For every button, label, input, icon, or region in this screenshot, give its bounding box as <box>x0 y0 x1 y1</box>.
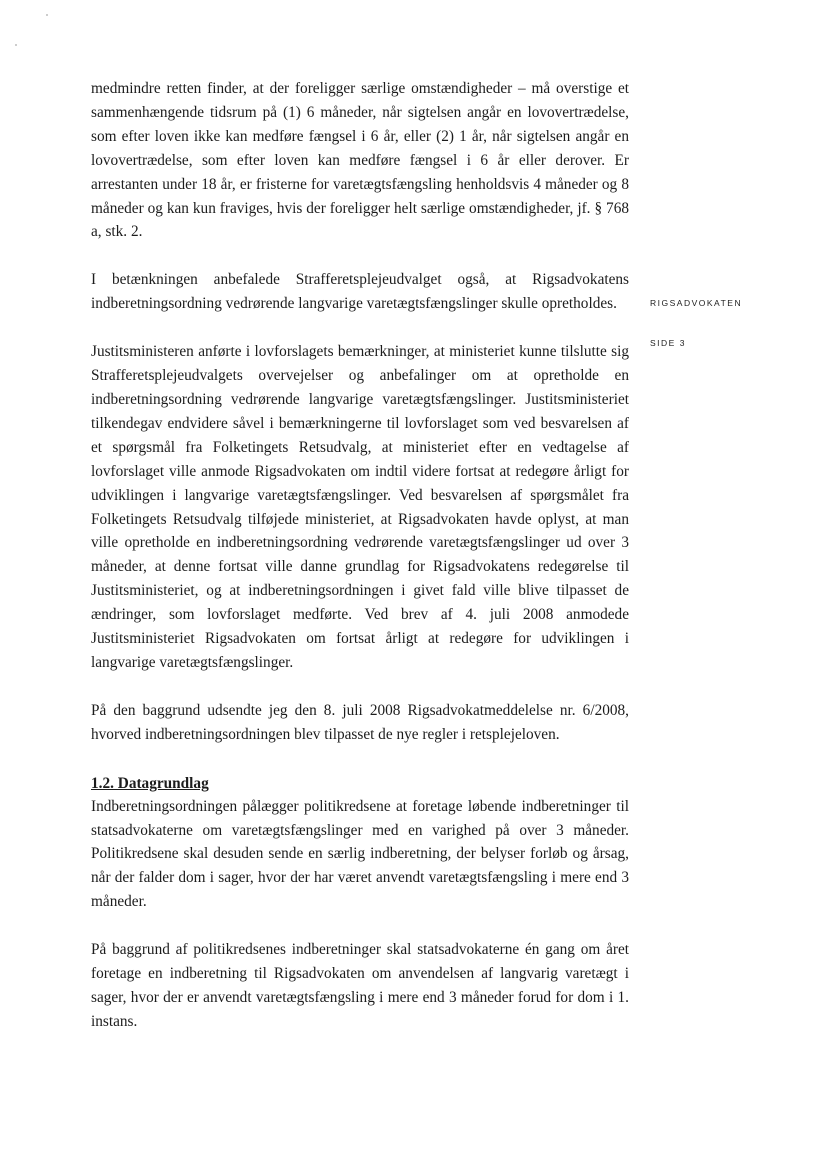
scan-speck <box>15 44 17 46</box>
paragraph-recommendation: I betænkningen anbefalede Strafferetsplejeudvalget også, at Rigsadvokatens indberetningsordning vedrørende langvarige varetægtsfængslinger skulle opretholdes. <box>91 271 629 313</box>
section-heading: 1.2. Datagrundlag <box>91 774 209 792</box>
scan-speck <box>46 14 48 16</box>
paragraph-continuation: medmindre retten finder, at der foreligger særlige omstændigheder – må overstige et sammenhængende tidsrum på (1) 6 måneder, når sigtelsen angår en lovovertrædelse, som efter loven ikke kan medføre fængsel i 6 år, eller (2) 1 år, når sigtelsen angår en lovovertrædelse, som efter loven kan medføre fængsel i 6 år eller derover. Er arrestanten under 18 år, er fristerne for varetægtsfængsling henholdsvis 4 måneder og 8 måneder og kan kun fraviges, hvis der foreligger helt særlige omstændigheder, jf. § 768 a, stk. 2. <box>91 80 629 241</box>
paragraph-annual-report: På baggrund af politikredsenes indberetninger skal statsadvokaterne én gang om året foretage en indberetning til Rigsadvokaten om anvendelsen af langvarig varetægt i sager, hvor der er anvendt varetægtsfængsling i mere end 3 måneder forud for dom i 1. instans. <box>91 941 629 1030</box>
paragraph-background: På den baggrund udsendte jeg den 8. juli 2008 Rigsadvokatmeddelelse nr. 6/2008, hvorved indberetningsordningen blev tilpasset de nye regler i retsplejeloven. <box>91 701 629 743</box>
body-text <box>91 77 629 1034</box>
paragraph-reporting-scheme: Indberetningsordningen pålægger politikredsene at foretage løbende indberetninger til statsadvokaterne om varetægtsfængslinger med en varighed på over 3 måneder. Politikredsene skal desuden sende en særlig indberetning, der belyser forløb og årsag, når der falder dom i sager, hvor der har været anvendt varetægtsfængsling i mere end 3 måneder. <box>91 797 629 911</box>
paragraph-justice-minister: Justitsministeren anførte i lovforslagets bemærkninger, at ministeriet kunne tilslutte sig Strafferetsplejeudvalgets overvejelser og anbefalinger om at opretholde en indberetningsordning vedrørende langvarige varetægtsfængslinger. Justitsministeriet tilkendegav endvidere såvel i bemærkningerne til lovforslaget som ved besvarelsen af et spørgsmål fra Folketingets Retsudvalg, at ministeriet efter en vedtagelse af lovforslaget ville anmode Rigsadvokaten om indtil videre fortsat at redegøre årligt for udviklingen i langvarige varetægtsfængslinger. Ved besvarelsen af spørgsmålet fra Folketingets Retsudvalg tilføjede ministeriet, at Rigsadvokaten havde oplyst, at man ville opretholde en indberetningsordning vedrørende varetægtsfængslinger ud over 3 måneder, at denne fortsat ville danne grundlag for Rigsadvokatens redegørelse til Justitsministeriet, og at indberetningsordningen i givet fald ville blive tilpasset de ændringer, som lovforslaget medførte. Ved brev af 4. juli 2008 anmodede Justitsministeriet Rigsadvokaten om fortsat årligt at redegøre for udviklingen i langvarige varetægtsfængslinger. <box>91 343 629 671</box>
sidebar-organization: RIGSADVOKATEN <box>650 298 743 308</box>
page-number-label: SIDE 3 <box>650 338 686 348</box>
